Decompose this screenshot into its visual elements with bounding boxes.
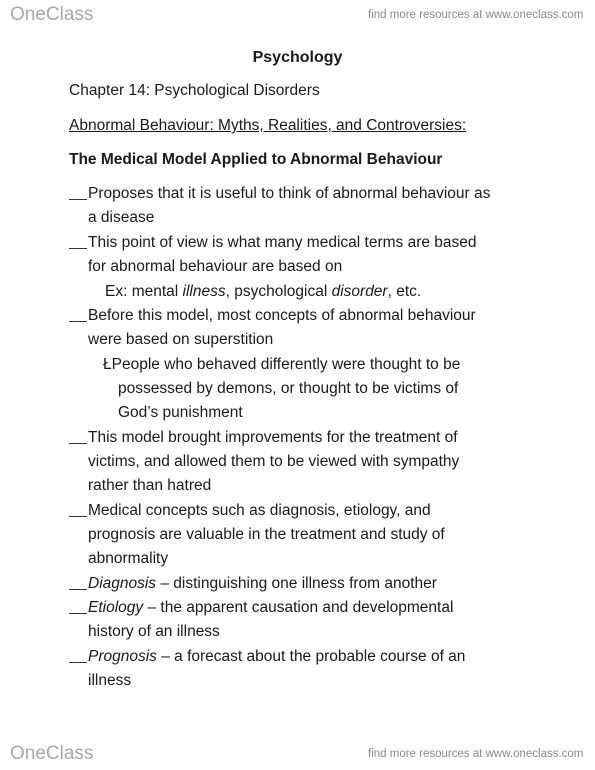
definition-text: – the apparent causation and developmental — [143, 599, 454, 616]
definition-term: Diagnosis — [88, 575, 157, 592]
section-title: Abnormal Behaviour: Myths, Realities, and Controversies: — [69, 117, 467, 134]
bullet-item — [69, 599, 453, 617]
example-term: illness — [182, 283, 226, 300]
bullet-continuation: history of an illness — [88, 623, 220, 640]
bullet-item — [69, 307, 476, 325]
example-line — [105, 283, 421, 301]
bullet-text: Medical concepts such as diagnosis, etiology, and — [88, 502, 431, 519]
definition-text: – a forecast about the probable course of an — [156, 648, 466, 665]
bullet-item — [69, 502, 431, 520]
bullet-dash-icon — [69, 242, 88, 243]
header-tagline: find more resources at www.oneclass.com — [368, 9, 584, 21]
bullet-item — [69, 185, 490, 203]
sub-bullet-text: People who behaved differently were thought to be — [111, 356, 461, 373]
bullet-dash-icon — [69, 315, 88, 316]
example-text: , psychological — [225, 283, 332, 300]
sub-bullet-item — [103, 356, 460, 374]
definition-term: Etiology — [88, 599, 144, 616]
document-subject: Psychology — [252, 49, 343, 66]
bullet-text: This model brought improvements for the treatment of — [88, 429, 458, 446]
bullet-text: This point of view is what many medical terms are based — [88, 234, 477, 251]
bullet-item — [69, 429, 458, 447]
bullet-continuation: a disease — [88, 209, 155, 226]
topic-heading: The Medical Model Applied to Abnormal Behaviour — [69, 151, 443, 168]
example-term: disorder — [331, 283, 388, 300]
bullet-dash-icon — [69, 656, 88, 657]
bullet-item — [69, 575, 437, 593]
example-text: , etc. — [387, 283, 422, 300]
bullet-continuation: were based on superstition — [88, 331, 274, 348]
bullet-continuation: abnormality — [88, 550, 169, 567]
bullet-dash-icon — [69, 510, 88, 511]
oneclass-logo: OneClass — [10, 743, 94, 764]
bullet-item — [69, 234, 477, 252]
definition-text: – distinguishing one illness from another — [156, 575, 437, 592]
bullet-continuation: illness — [88, 672, 132, 689]
bullet-dash-icon — [69, 437, 88, 438]
bullet-dash-icon — [69, 607, 88, 608]
oneclass-logo: OneClass — [10, 4, 94, 25]
bullet-dash-icon — [69, 193, 88, 194]
bullet-item — [69, 648, 465, 666]
sub-bullet-continuation: God’s punishment — [118, 404, 243, 421]
sub-bullet-continuation: possessed by demons, or thought to be victims of — [118, 380, 459, 397]
example-text: Ex: mental — [105, 283, 183, 300]
bullet-continuation: victims, and allowed them to be viewed with sympathy — [88, 453, 460, 470]
sub-bullet-marker: Ł — [103, 356, 112, 373]
bullet-text: Before this model, most concepts of abnormal behaviour — [88, 307, 476, 324]
definition-term: Prognosis — [88, 648, 157, 665]
bullet-continuation: prognosis are valuable in the treatment and study of — [88, 526, 445, 543]
bullet-continuation: rather than hatred — [88, 477, 212, 494]
footer-tagline: find more resources at www.oneclass.com — [368, 748, 584, 760]
bullet-text: Proposes that it is useful to think of abnormal behaviour as — [88, 185, 491, 202]
chapter-title: Chapter 14: Psychological Disorders — [69, 82, 320, 99]
bullet-continuation: for abnormal behaviour are based on — [88, 258, 343, 275]
bullet-dash-icon — [69, 583, 88, 584]
